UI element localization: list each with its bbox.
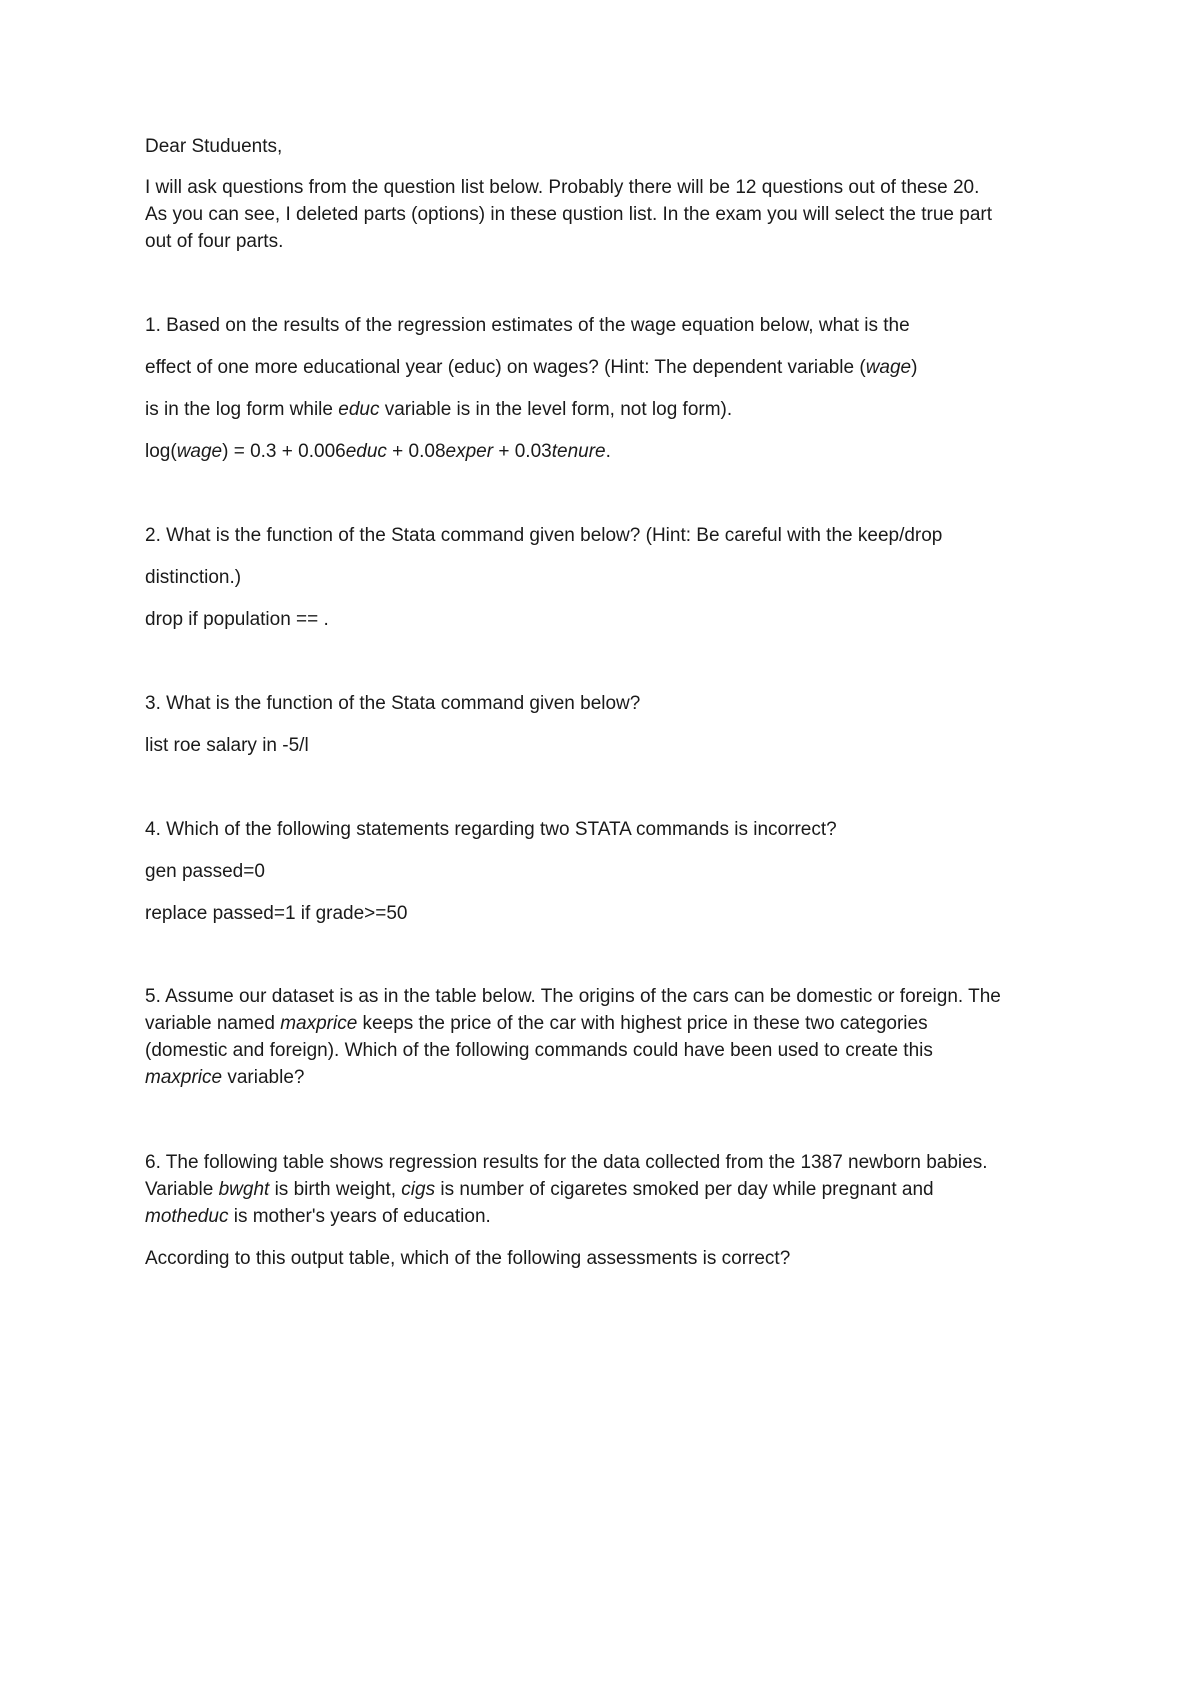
question-6-text	[145, 1206, 1080, 1228]
greeting: Dear Studuents,	[145, 136, 283, 157]
text-span: )	[911, 357, 918, 378]
question-4-command: gen passed=0	[145, 861, 265, 882]
question-1-text	[145, 399, 1080, 421]
variable-name: maxprice	[280, 1013, 358, 1034]
question-2-text: distinction.)	[145, 567, 242, 588]
intro-line: out of four parts.	[145, 231, 284, 252]
question-2-command: drop if population == .	[145, 609, 329, 630]
question-6-text: According to this output table, which of the following assessments is correct?	[145, 1248, 791, 1269]
variable-name: maxprice	[145, 1067, 223, 1088]
variable-name: wage	[176, 441, 223, 462]
variable-name: motheduc	[145, 1206, 229, 1227]
text-span: .	[605, 441, 611, 462]
question-1-text: 1. Based on the results of the regression estimates of the wage equation below, what is the	[145, 315, 910, 336]
variable-name: tenure	[551, 441, 606, 462]
text-span: variable?	[222, 1067, 305, 1088]
question-5-text	[145, 1067, 1080, 1089]
text-span: is in the log form while	[145, 399, 339, 420]
variable-name: exper	[445, 441, 494, 462]
variable-name: wage	[865, 357, 912, 378]
question-3-text: 3. What is the function of the Stata command given below?	[145, 693, 641, 714]
text-span: Variable	[145, 1179, 219, 1200]
question-1-text	[145, 357, 1080, 379]
question-6-text	[145, 1179, 1080, 1201]
text-span: ) = 0.3 + 0.006	[222, 441, 346, 462]
intro-line: I will ask questions from the question list below. Probably there will be 12 questions out of these 20.	[145, 177, 980, 198]
text-span: + 0.08	[386, 441, 446, 462]
variable-name: educ	[338, 399, 380, 420]
intro-line: As you can see, I deleted parts (options) in these qustion list. In the exam you will select the true part	[145, 204, 993, 225]
text-span: is mother's years of education.	[228, 1206, 491, 1227]
question-4-text: 4. Which of the following statements regarding two STATA commands is incorrect?	[145, 819, 837, 840]
text-span: variable named	[145, 1013, 281, 1034]
text-span: log(	[145, 441, 177, 462]
text-span: is number of cigaretes smoked per day while pregnant and	[435, 1179, 934, 1200]
question-2-text: 2. What is the function of the Stata command given below? (Hint: Be careful with the keep/drop	[145, 525, 943, 546]
question-5-text: 5. Assume our dataset is as in the table below. The origins of the cars can be domestic or foreign. The	[145, 986, 1001, 1007]
text-span: variable is in the level form, not log form).	[379, 399, 733, 420]
variable-name: bwght	[218, 1179, 270, 1200]
variable-name: cigs	[401, 1179, 436, 1200]
question-5-text: (domestic and foreign). Which of the following commands could have been used to create this	[145, 1040, 933, 1061]
question-5-text	[145, 1013, 1080, 1035]
text-span: + 0.03	[493, 441, 552, 462]
variable-name: educ	[345, 441, 387, 462]
question-1-equation	[145, 441, 1080, 463]
question-4-command: replace passed=1 if grade>=50	[145, 903, 408, 924]
text-span: is birth weight,	[269, 1179, 402, 1200]
text-span: effect of one more educational year (educ) on wages? (Hint: The dependent variable (	[145, 357, 866, 378]
text-span: keeps the price of the car with highest price in these two categories	[357, 1013, 928, 1034]
question-6-text: 6. The following table shows regression results for the data collected from the 1387 newborn babies.	[145, 1152, 988, 1173]
question-3-command: list roe salary in -5/l	[145, 735, 309, 756]
